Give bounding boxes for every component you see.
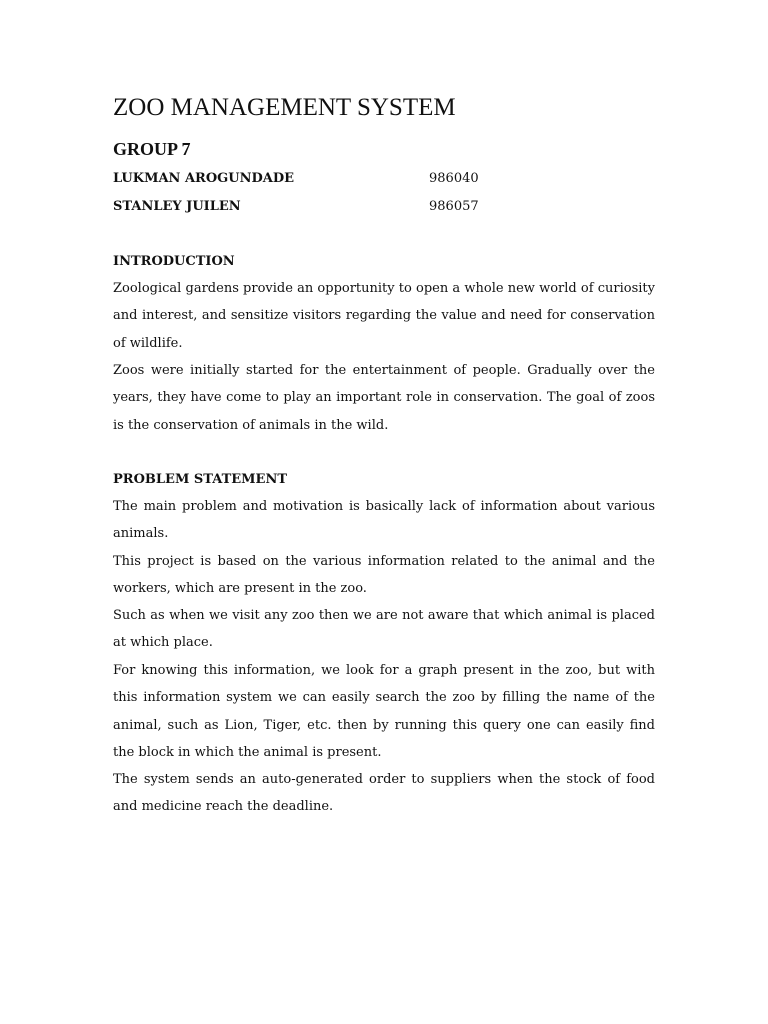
problem-paragraph: Such as when we visit any zoo then we are not aware that which animal is placed at which place. — [113, 608, 655, 651]
member-row — [113, 197, 655, 217]
document-title: ZOO MANAGEMENT SYSTEM — [113, 94, 456, 121]
problem-paragraph: For knowing this information, we look for a graph present in the zoo, but with this information system we can easily search the zoo by filling the name of the animal, such as Lion, Tiger, etc. then by running this query one can easily find the block in which the animal is present. — [113, 663, 655, 760]
problem-paragraph: The main problem and motivation is basically lack of information about various animals. — [113, 499, 655, 542]
introduction-paragraph: Zoos were initially started for the entertainment of people. Gradually over the years, they have come to play an important role in conservation. The goal of zoos is the conservation of animals in the wild. — [113, 363, 655, 433]
member-name: LUKMAN AROGUNDADE — [113, 171, 295, 186]
problem-paragraph: This project is based on the various information related to the animal and the workers, which are present in the zoo. — [113, 554, 655, 597]
member-id: 986040 — [429, 171, 479, 186]
introduction-heading: INTRODUCTION — [113, 254, 235, 269]
problem-paragraph: The system sends an auto-generated order to suppliers when the stock of food and medicine reach the deadline. — [113, 772, 655, 815]
member-row — [113, 169, 655, 189]
group-label: GROUP 7 — [113, 139, 191, 159]
member-id: 986057 — [429, 199, 479, 214]
problem-statement-heading: PROBLEM STATEMENT — [113, 472, 288, 487]
member-name: STANLEY JUILEN — [113, 199, 241, 214]
introduction-paragraph: Zoological gardens provide an opportunity to open a whole new world of curiosity and interest, and sensitize visitors regarding the value and need for conservation of wildlife. — [113, 281, 655, 351]
